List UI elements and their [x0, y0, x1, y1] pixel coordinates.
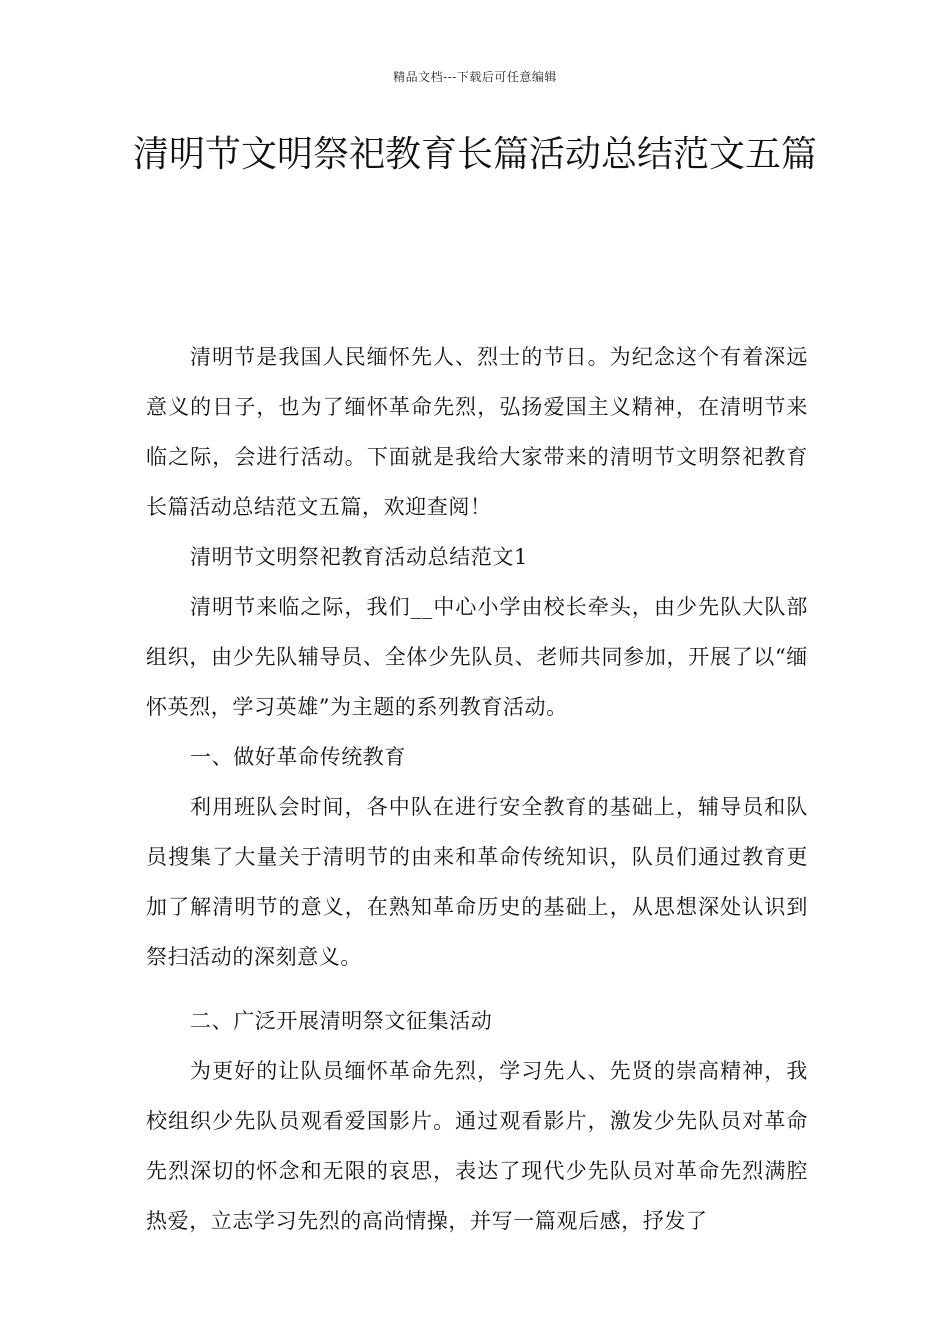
- document-title: 清明节文明祭祀教育长篇活动总结范文五篇: [132, 134, 817, 175]
- article-heading: 清明节文明祭祀教育活动总结范文1: [190, 545, 528, 569]
- body-paragraph: 利用班队会时间，各中队在进行安全教育的基础上，辅导员和队员搜集了大量关于清明节的由来和革命传统知识，队员们通过教育更加了解清明节的意义，在熟知革命历史的基础上，从思想深处认识到祭扫活动的深刻意义。: [146, 795, 808, 969]
- document-body: [146, 332, 808, 1246]
- intro-paragraph: 清明节是我国人民缅怀先人、烈士的节日。为纪念这个有着深远意义的日子，也为了缅怀革命先烈，弘扬爱国主义精神，在清明节来临之际，会进行活动。下面就是我给大家带来的清明节文明祭祀教育长篇活动总结范文五篇，欢迎查阅！: [146, 345, 808, 519]
- body-paragraph: 为更好的让队员缅怀革命先烈，学习先人、先贤的崇高精神，我校组织少先队员观看爱国影片。通过观看影片，激发少先队员对革命先烈深切的怀念和无限的哀思，表达了现代少先队员对革命先烈满腔热爱，立志学习先烈的高尚情操，并写一篇观后感，抒发了: [146, 1059, 808, 1233]
- section-heading: 一、做好革命传统教育: [190, 745, 406, 769]
- header-note: 精品文档---下载后可任意编辑: [393, 70, 557, 84]
- section-heading: 二、广泛开展清明祭文征集活动: [190, 1009, 493, 1033]
- body-paragraph: 清明节来临之际，我们__中心小学由校长牵头，由少先队大队部组织，由少先队辅导员、全体少先队员、老师共同参加，开展了以“缅怀英烈，学习英雄”为主题的系列教育活动。: [146, 595, 808, 719]
